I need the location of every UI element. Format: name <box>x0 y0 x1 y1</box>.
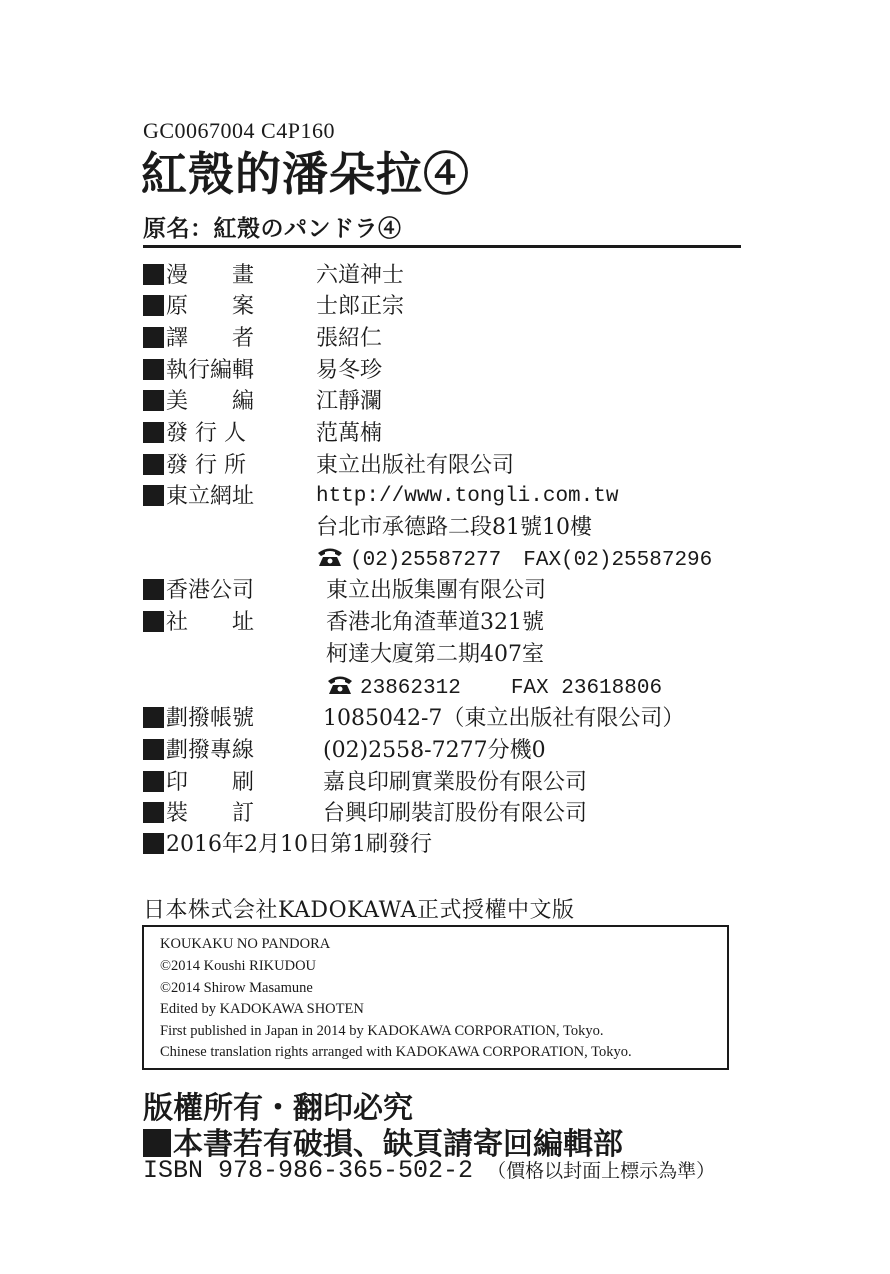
copyright-line: Edited by KADOKAWA SHOTEN <box>160 1001 364 1017</box>
hk-company: 東立出版集團有限公司 <box>326 578 547 603</box>
misc-row-account <box>143 704 685 734</box>
tw-fax: FAX(02)25587296 <box>523 549 713 572</box>
square-bullet-icon <box>143 485 164 506</box>
credit-row-editor <box>143 356 383 386</box>
hk-phone: 23862312 <box>360 677 461 700</box>
credit-label: 發 行 人 <box>166 421 246 446</box>
product-code: GC0067004 C4P160 <box>143 118 335 143</box>
copyright-line: ©2014 Shirow Masamune <box>160 980 313 996</box>
credit-label: 執行編輯 <box>166 358 255 383</box>
misc-label: 劃撥帳號 <box>166 706 255 731</box>
credit-label: 東立網址 <box>166 484 255 509</box>
square-bullet-icon <box>143 327 164 348</box>
credit-label: 漫 畫 <box>166 263 255 288</box>
credit-value: 江靜瀾 <box>316 389 383 414</box>
copyright-line: Chinese translation rights arranged with KADOKAWA CORPORATION, Tokyo. <box>160 1044 632 1060</box>
square-bullet-icon <box>143 739 164 760</box>
square-bullet-icon <box>143 422 164 443</box>
square-bullet-icon <box>143 264 164 285</box>
hk-contact <box>326 672 662 704</box>
square-bullet-icon <box>143 611 164 632</box>
misc-value: 嘉良印刷實業股份有限公司 <box>323 770 588 795</box>
credit-row-publisher-person <box>143 419 383 449</box>
price-note: （價格以封面上標示為準） <box>487 1160 716 1182</box>
hk-company-row <box>143 576 547 606</box>
website-url: http://www.tongli.com.tw <box>316 485 619 508</box>
credit-row-website <box>143 482 619 512</box>
original-title: 原名：紅殼のパンドラ④ <box>143 215 402 242</box>
square-bullet-icon <box>143 707 164 728</box>
misc-row-hotline <box>143 736 546 766</box>
square-bullet-icon <box>143 454 164 475</box>
square-bullet-icon <box>143 295 164 316</box>
credit-row-artist <box>143 261 405 291</box>
square-bullet-icon <box>143 359 164 380</box>
credit-value: 張紹仁 <box>316 326 383 351</box>
credit-label: 美 編 <box>166 389 255 414</box>
credit-row-translator <box>143 324 383 354</box>
square-bullet-icon <box>143 802 164 823</box>
credit-row-art-editor <box>143 387 383 417</box>
isbn-row <box>143 1156 715 1185</box>
telephone-icon <box>326 674 354 696</box>
misc-value: 1085042-7（東立出版社有限公司） <box>323 706 685 731</box>
misc-label: 裝 訂 <box>166 801 255 826</box>
book-title: 紅殼的潘朵拉④ <box>141 147 470 201</box>
damaged-notice: 本書若有破損、缺頁請寄回編輯部 <box>173 1127 623 1162</box>
square-bullet-icon <box>143 833 164 854</box>
telephone-icon <box>316 546 344 568</box>
copyright-line: ©2014 Koushi RIKUDOU <box>160 958 317 974</box>
release-date: 2016年2月10日第1刷發行 <box>166 832 432 857</box>
tw-contact <box>316 544 712 576</box>
misc-label: 劃撥專線 <box>166 738 255 763</box>
copyright-box <box>142 925 729 1070</box>
credit-value: 易冬珍 <box>316 358 383 383</box>
credit-label: 譯 者 <box>166 326 255 351</box>
hk-address: 香港北角渣華道321號 <box>326 610 544 635</box>
hk-address-line2: 柯達大廈第二期407室 <box>326 642 544 667</box>
square-bullet-icon <box>143 1129 171 1157</box>
credit-row-original-story <box>143 292 405 322</box>
misc-label: 印 刷 <box>166 770 255 795</box>
copyright-line: First published in Japan in 2014 by KADOKAWA CORPORATION, Tokyo. <box>160 1023 604 1039</box>
tw-phone: (02)25587277 <box>350 549 502 572</box>
credit-label: 發 行 所 <box>166 453 246 478</box>
misc-row-binding <box>143 799 588 829</box>
misc-value: (02)2558-7277分機0 <box>323 738 546 763</box>
tw-address: 台北市承德路二段81號10樓 <box>316 515 592 540</box>
credit-value: 東立出版社有限公司 <box>316 453 515 478</box>
credit-label: 原 案 <box>166 294 255 319</box>
title-divider <box>143 245 741 248</box>
misc-value: 台興印刷裝訂股份有限公司 <box>323 801 588 826</box>
release-date-row <box>143 830 432 860</box>
hk-label: 社 址 <box>166 610 255 635</box>
isbn: ISBN 978-986-365-502-2 <box>143 1156 474 1185</box>
credit-value: 六道神士 <box>316 263 405 288</box>
hk-address-row <box>143 608 544 638</box>
credit-row-publisher <box>143 451 515 481</box>
hk-label: 香港公司 <box>166 578 255 603</box>
square-bullet-icon <box>143 579 164 600</box>
hk-fax: FAX 23618806 <box>510 677 663 700</box>
rights-reserved: 版權所有・翻印必究 <box>143 1091 413 1126</box>
copyright-line: KOUKAKU NO PANDORA <box>160 936 331 952</box>
square-bullet-icon <box>143 390 164 411</box>
credit-value: 范萬楠 <box>316 421 383 446</box>
license-statement: 日本株式会社KADOKAWA正式授權中文版 <box>143 898 575 923</box>
square-bullet-icon <box>143 771 164 792</box>
misc-row-printing <box>143 768 588 798</box>
credit-value: 士郎正宗 <box>316 294 405 319</box>
